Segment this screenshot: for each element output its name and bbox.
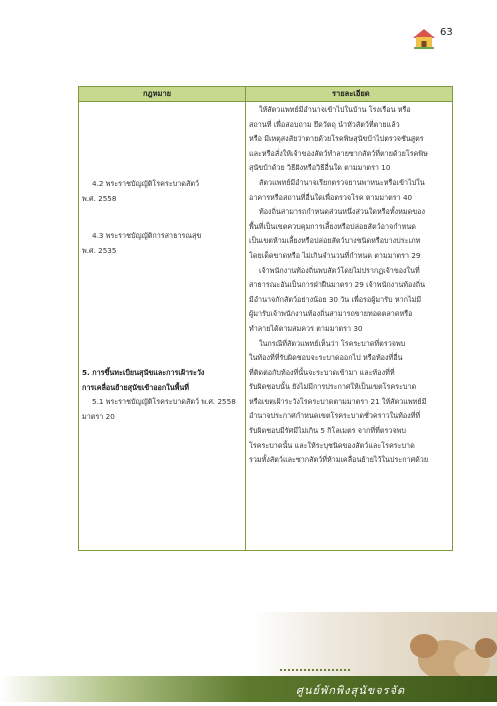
dotted-divider xyxy=(280,669,350,671)
details-line: ให้สัตวแพทย์มีอำนาจเข้าไปในบ้าน โรงเรือน หรือ xyxy=(259,105,411,114)
details-line: รับผิดชอบนั้น ยังไม่มีการประกาศให้เป็นเขตโรคระบาด xyxy=(249,382,417,392)
section-5-heading: 5. การขึ้นทะเบียนสุนัขและการเฝ้าระวัง xyxy=(82,368,205,377)
footer-title: ศูนย์พักพิงสุนัขจรจัด xyxy=(296,684,406,697)
law-4-2-title: 4.2 พระราชบัญญัติโรคระบาดสัตว์ xyxy=(92,179,200,188)
details-line: ผู้มารับเจ้าพนักงานท้องถิ่นสามารถขายทอดตลาดหรือ xyxy=(249,309,413,319)
details-line: และหรือสั่งให้เจ้าของสัตว์ทำลายซากสัตว์ที่ตายด้วยโรคพิษ xyxy=(249,148,428,158)
table-header xyxy=(79,87,452,102)
house-icon xyxy=(412,28,436,50)
law-4-3-year: พ.ศ. 2535 xyxy=(82,245,117,255)
details-line: มีอำนาจกักสัตว์อย่างน้อย 30 วัน เพื่อรอผู้มารับ หากไม่มี xyxy=(249,294,422,304)
details-line: สถานที่ เพื่อสอบถาม ยึดวัตถุ นำหัวสัตว์ที่ตายแล้ว xyxy=(249,119,400,129)
header-details: รายละเอียด xyxy=(332,89,370,98)
column-divider xyxy=(245,87,246,550)
law-5-1-title: 5.1 พระราชบัญญัติโรคระบาดสัตว์ พ.ศ. 2558 xyxy=(92,397,236,407)
law-details-table xyxy=(78,86,453,551)
law-4-3 xyxy=(82,229,242,258)
details-line: หรือเขตเฝ้าระวังโรคระบาดตามมาตรา 21 ให้สัตวแพทย์มี xyxy=(249,396,427,406)
details-line: รับผิดชอบมีรัศมีไม่เกิน 5 กิโลเมตร จากที่ที่ตรวจพบ xyxy=(249,426,406,436)
details-line: อาคารหรือสถานที่อื่นใดเพื่อตรวจโรค ตามมาตรา 40 xyxy=(249,192,413,202)
details-line: พื้นที่เป็นเขตควบคุมการเลี้ยงหรือปล่อยสัตว์อาจกำหนด xyxy=(249,221,416,231)
details-line: สุนัขบ้าด้วย วิธีฝังหรือวิธีอื่นใด ตามมาตรา 10 xyxy=(249,163,391,173)
details-line: หรือ มีเหตุสงสัยว่าตายด้วยโรคพิษสุนัขบ้าไปตรวจชันสูตร xyxy=(249,134,424,144)
details-line: ในท้องที่ที่รับผิดชอบจะระบาดออกไป หรือท้องที่อื่น xyxy=(249,353,403,363)
law-4-2-year: พ.ศ. 2558 xyxy=(82,193,117,203)
details-line: เจ้าพนักงานท้องถิ่นพบสัตว์โดยไม่ปรากฏเจ้าของในที่ xyxy=(259,265,420,275)
law-5-1-section: มาตรา 20 xyxy=(82,411,115,421)
details-line: ที่ติดต่อกับท้องที่นั้นจะระบาดเข้ามา และท้องที่ที่ xyxy=(249,367,395,377)
section-5 xyxy=(82,366,242,424)
page-number: 63 xyxy=(440,27,453,38)
details-line: ทำลายได้ตามสมควร ตามมาตรา 30 xyxy=(249,323,363,333)
details-line: ในกรณีที่สัตวแพทย์เห็นว่า โรคระบาดที่ตรวจพบ xyxy=(259,338,406,348)
law-4-2 xyxy=(82,177,242,206)
details-line: สาธารณะอันเป็นการฝ่าฝืนมาตรา 29 เจ้าพนักงานท้องถิ่น xyxy=(249,280,426,290)
details-text xyxy=(249,103,449,468)
details-line: อำนาจประกาศกำหนดเขตโรคระบาดชั่วคราวในท้องที่ที่ xyxy=(249,411,421,421)
footer-banner xyxy=(0,676,497,702)
details-line: ท้องถิ่นสามารถกำหนดส่วนหนึ่งส่วนใดหรือทั้งหมดของ xyxy=(259,207,426,217)
law-4-3-title: 4.3 พระราชบัญญัติการสาธารณสุข xyxy=(92,231,202,240)
details-line: โดยเด็ดขาดหรือ ไม่เกินจำนวนที่กำหนด ตามมาตรา 29 xyxy=(249,250,421,260)
details-line: สัตวแพทย์มีอำนาจเรียกตรวจยานพาหนะหรือเข้าไปใน xyxy=(259,177,425,187)
section-5-heading-cont: การเคลื่อนย้ายสุนัขเข้าออกในพื้นที่ xyxy=(82,382,190,392)
header-law: กฎหมาย xyxy=(143,89,172,98)
details-line: เป็นเขตห้ามเลี้ยงหรือปล่อยสัตว์บางชนิดหรือบางประเภท xyxy=(249,236,421,246)
details-line: รวมทั้งสัตว์และซากสัตว์ที่ห้ามเคลื่อนย้ายไว้ในประกาศด้วย xyxy=(249,455,429,465)
details-line: โรคระบาดนั้น และให้ระบุชนิดของสัตว์และโรคระบาด xyxy=(249,440,415,450)
